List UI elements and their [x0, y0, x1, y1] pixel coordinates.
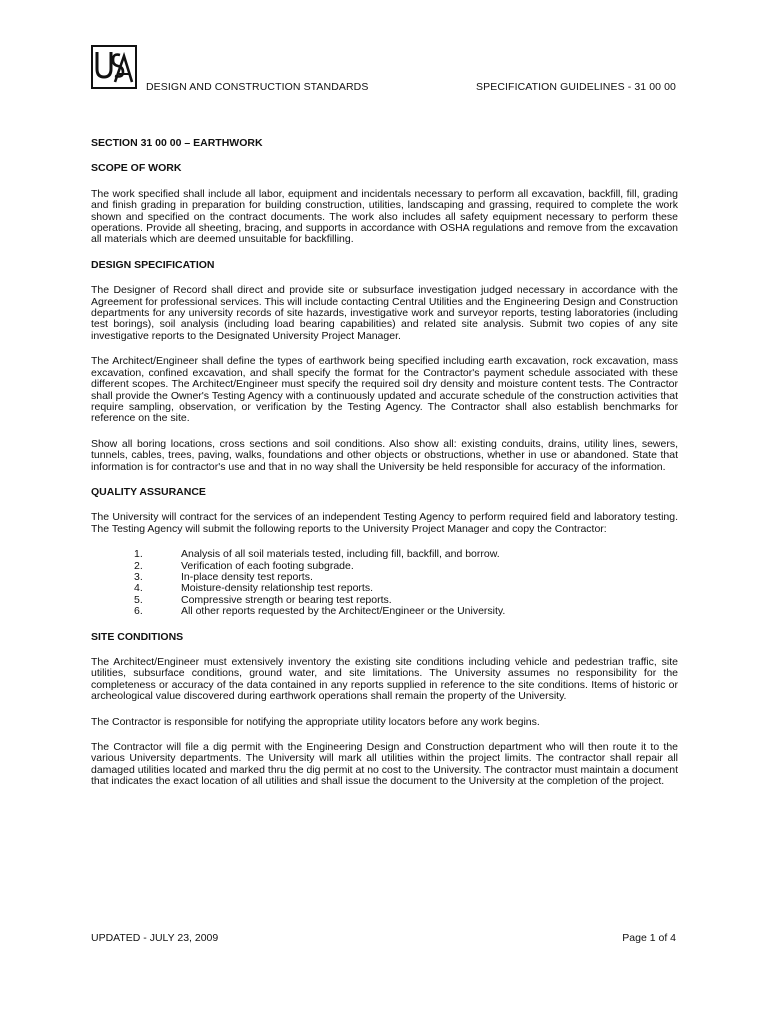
list-item	[91, 549, 678, 560]
list-number: 2.	[134, 559, 143, 572]
design-heading: DESIGN SPECIFICATION	[91, 258, 215, 271]
list-item	[91, 606, 678, 617]
list-number: 6.	[134, 605, 143, 618]
scope-heading: SCOPE OF WORK	[91, 162, 182, 175]
site-paragraph-3: The Contractor will file a dig permit with the Engineering Design and Construction department who will then route it to the various University departments. The University will mark all utilities within the project limits. The contractor shall repair all damaged utilities located and marked thru the dig permit at no cost to the University. The contractor must maintain a document that indicates the exact location of all utilities and shall issue the document to the University at the completion of the project.	[91, 741, 678, 788]
list-text: In-place density test reports.	[181, 570, 313, 583]
quality-paragraph-1: The University will contract for the services of an independent Testing Agency to perform required field and laboratory testing. The Testing Agency will submit the following reports to the University Project Manager and copy the Contractor:	[91, 511, 678, 535]
list-number: 1.	[134, 548, 143, 561]
scope-paragraph-1: The work specified shall include all labor, equipment and incidentals necessary to perform all excavation, backfill, fill, grading and finish grading in preparation for building construction, utilities, landscaping and grassing, required to complete the work shown and specified on the contract documents. The work also includes all safety equipment necessary to perform these operations. Provide all sheeting, bracing, and supports in accordance with OSHA regulations and remove from the excavation all materials which are deemed unsuitable for backfilling.	[91, 187, 678, 246]
section-title: SECTION 31 00 00 – EARTHWORK	[91, 137, 263, 149]
footer-page-number: Page 1 of 4	[622, 932, 676, 944]
usa-logo	[91, 45, 137, 89]
list-item	[91, 572, 678, 583]
design-paragraph-2: The Architect/Engineer shall define the types of earthwork being specified including earth excavation, rock excavation, mass excavation, confined excavation, and shall specify the format for the Contractor's payment schedule associated with these different scopes. The Architect/Engineer must specify the required soil dry density and moisture content tests. The Contractor shall provide the Owner's Testing Agency with a continuously updated and accurate schedule of the construction activities that require sampling, observation, or verification by the Testing Agency. The Contractor shall also establish benchmarks for reference on the site.	[91, 355, 678, 425]
site-paragraph-2: The Contractor is responsible for notifying the appropriate utility locators before any work begins.	[91, 715, 540, 728]
site-paragraph-1: The Architect/Engineer must extensively inventory the existing site conditions including vehicle and pedestrian traffic, site utilities, subsurface conditions, ground water, and site limitations. The University assumes no responsibility for the completeness or accuracy of the data contained in any reports supplied in reference to the site conditions. Items of historic or archeological value discovered during earthwork operations shall remain the property of the University.	[91, 656, 678, 703]
list-text: Analysis of all soil materials tested, including fill, backfill, and borrow.	[181, 548, 500, 561]
report-list	[91, 549, 678, 617]
list-number: 3.	[134, 570, 143, 583]
list-number: 5.	[134, 593, 143, 606]
design-paragraph-1: The Designer of Record shall direct and provide site or subsurface investigation judged necessary in accordance with the Agreement for professional services. This will include contacting Central Utilities and the Engineering Design and Construction departments for any university records of site hazards, investigative work and surveyor reports, testing laboratories (including test borings), soil analysis (including load bearing capabilities) and related site analysis. Submit two copies of any site investigative reports to the Designated University Project Manager.	[91, 284, 678, 342]
header-right-title: SPECIFICATION GUIDELINES - 31 00 00	[476, 81, 676, 93]
usa-monogram-icon	[93, 47, 134, 86]
list-text: Compressive strength or bearing test reports.	[181, 593, 392, 606]
quality-heading: QUALITY ASSURANCE	[91, 485, 206, 498]
header-left-title: DESIGN AND CONSTRUCTION STANDARDS	[146, 81, 369, 93]
list-text: Verification of each footing subgrade.	[181, 559, 354, 572]
document-body	[91, 138, 678, 802]
list-item	[91, 561, 678, 572]
list-text: Moisture-density relationship test reports.	[181, 582, 373, 595]
footer-updated-date: UPDATED - JULY 23, 2009	[91, 932, 219, 944]
list-text: All other reports requested by the Architect/Engineer or the University.	[181, 605, 506, 618]
design-paragraph-3: Show all boring locations, cross sections and soil conditions. Also show all: existing conduits, drains, utility lines, sewers, tunnels, cables, trees, paving, walks, foundations and other objects or obstructions, whether in use or abandoned. State that information is for contractor's use and that in no way shall the University be held responsible for accuracy of the information.	[91, 437, 678, 473]
site-heading: SITE CONDITIONS	[91, 630, 184, 643]
list-number: 4.	[134, 582, 143, 595]
